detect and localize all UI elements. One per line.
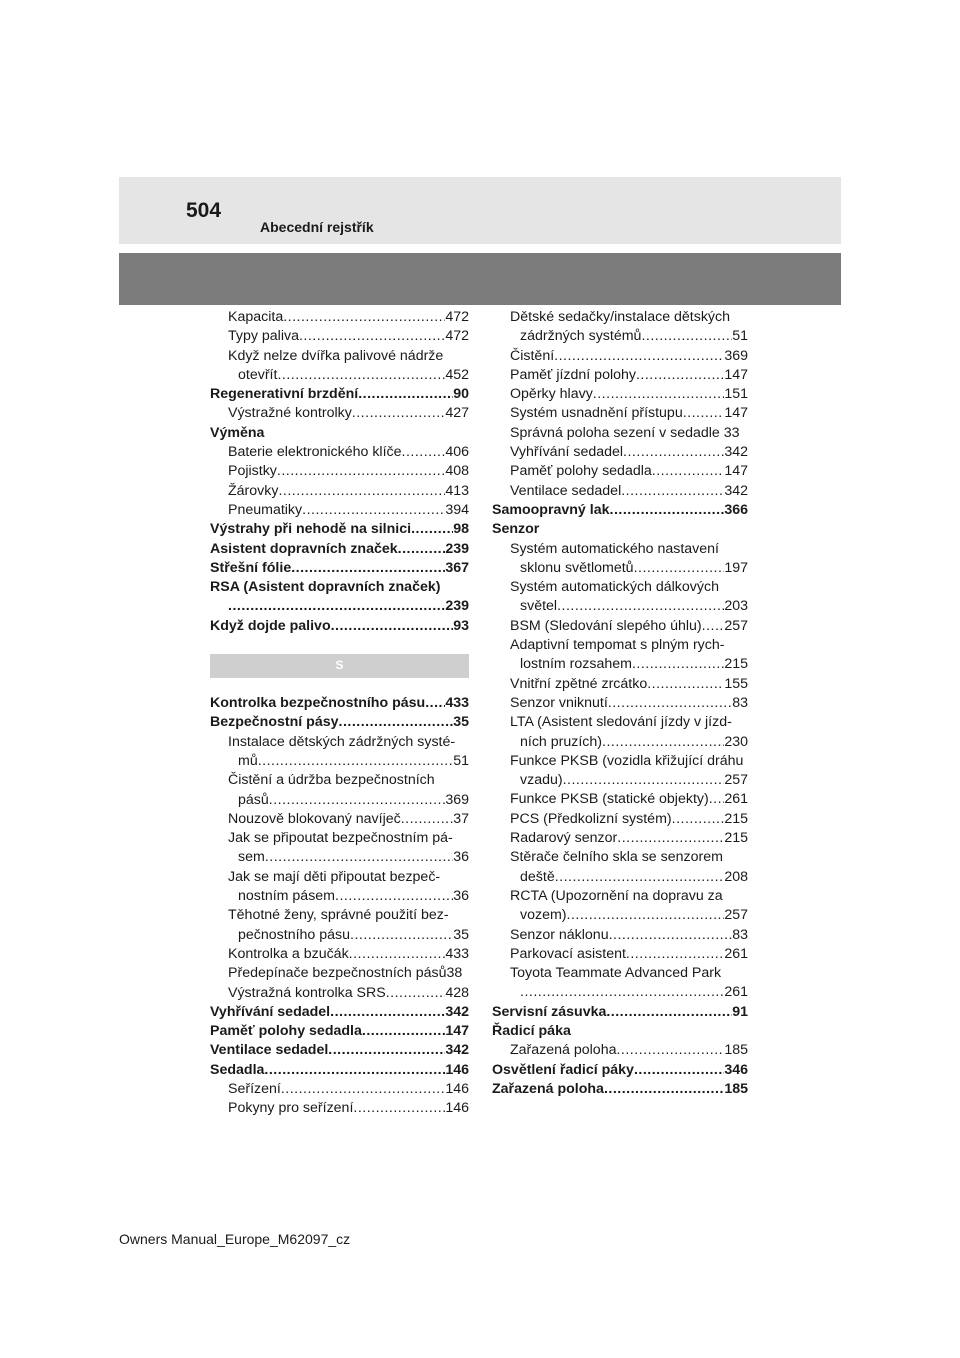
dot-leader — [567, 906, 725, 925]
dot-leader — [621, 482, 724, 501]
entry-text: Servisní zásuvka — [492, 1003, 607, 1020]
entry-page: 342 — [724, 444, 748, 461]
footer-text: Owners Manual_Europe_M62097_cz — [119, 1231, 351, 1247]
index-list-right — [492, 308, 748, 1099]
index-entry: Systém automatických dálkových — [510, 579, 719, 596]
index-entry: Instalace dětských zádržných systé- — [228, 733, 456, 750]
index-entry — [492, 771, 748, 790]
index-entry: LTA (Asistent sledování jízdy v jízd- — [510, 714, 732, 731]
index-entry — [492, 906, 748, 925]
entry-page: 35 — [453, 926, 469, 943]
entry-page: 413 — [445, 482, 469, 499]
entry-page: 35 — [453, 714, 469, 731]
index-entry — [492, 347, 748, 366]
entry-page: 472 — [445, 309, 469, 325]
entry-text: sem — [238, 849, 265, 866]
entry-text: Senzor vniknutí — [510, 694, 608, 711]
dot-leader — [269, 791, 446, 810]
entry-page: 452 — [445, 366, 469, 383]
index-entry — [492, 1061, 748, 1080]
index-entry — [210, 482, 469, 501]
section-title: Abecední rejstřík — [260, 219, 374, 235]
entry-text: Ventilace sedadel — [210, 1042, 329, 1059]
entry-page: 369 — [445, 791, 469, 808]
index-entry: Čistění a údržba bezpečnostních — [228, 772, 435, 789]
index-entry — [492, 655, 748, 674]
entry-page: 98 — [453, 521, 469, 538]
dot-leader — [350, 926, 453, 945]
entry-page: 83 — [732, 694, 748, 711]
index-entry: Jak se mají děti připoutat bezpeč- — [228, 868, 441, 885]
entry-page: 346 — [724, 1061, 748, 1078]
entry-text: Kontrolka bezpečnostního pásu — [210, 695, 426, 712]
index-entry: Těhotné ženy, správné použití bez- — [228, 907, 449, 924]
entry-page: 472 — [445, 328, 469, 345]
entry-text: Když dojde palivo — [210, 617, 331, 634]
index-entry — [492, 404, 748, 423]
dot-leader — [339, 713, 454, 732]
entry-text: Zařazená poloha — [510, 1042, 617, 1059]
entry-page: 215 — [724, 830, 748, 847]
entry-page: 155 — [724, 675, 748, 692]
dot-leader — [398, 540, 446, 559]
dot-leader — [647, 675, 724, 694]
index-entry — [210, 984, 469, 1003]
dot-leader — [402, 443, 446, 462]
index-entry: Senzor — [492, 521, 540, 538]
index-entry — [210, 462, 469, 481]
entry-text: pásů — [238, 791, 269, 808]
entry-text: Paměť jízdní polohy — [510, 366, 636, 383]
entry-text: vozem) — [520, 907, 567, 924]
dot-leader — [335, 887, 453, 906]
entry-page: 261 — [724, 945, 748, 962]
entry-page: 239 — [445, 540, 469, 557]
entry-page: 147 — [724, 463, 748, 480]
dot-leader — [299, 327, 445, 346]
entry-page: 146 — [445, 1080, 469, 1097]
index-entry — [492, 733, 748, 752]
entry-text: ních pruzích) — [520, 733, 603, 750]
index-entry — [492, 926, 748, 945]
entry-page: 230 — [724, 733, 748, 750]
dot-leader — [411, 520, 453, 539]
index-entry — [210, 1061, 469, 1080]
index-entry — [492, 790, 748, 809]
entry-page: 369 — [724, 347, 748, 364]
entry-text: Ventilace sedadel — [510, 482, 622, 499]
index-entry — [492, 617, 748, 636]
entry-page: 342 — [724, 482, 748, 499]
entry-text: sklonu světlometů — [520, 559, 634, 576]
index-entry: Výměna — [210, 424, 265, 441]
index-entry — [210, 694, 469, 713]
dot-leader — [554, 347, 724, 366]
dot-leader — [401, 810, 454, 829]
dot-leader — [709, 790, 725, 809]
entry-text: Kontrolka a bzučák — [228, 945, 349, 962]
dot-leader — [425, 694, 445, 713]
dot-leader — [358, 385, 453, 404]
entry-page: 185 — [724, 1042, 748, 1059]
index-entry — [492, 462, 748, 481]
header-dark-band — [119, 253, 841, 305]
index-entry — [492, 597, 748, 616]
entry-page: 147 — [724, 366, 748, 383]
index-entry — [210, 810, 469, 829]
dot-leader — [264, 1061, 445, 1080]
entry-text: Seřízení — [228, 1080, 281, 1097]
header-top-band — [119, 177, 841, 244]
entry-page: 185 — [724, 1080, 748, 1097]
index-entry — [210, 443, 469, 462]
index-entry — [210, 385, 469, 404]
index-entry: Dětské sedačky/instalace dětských — [510, 309, 731, 325]
entry-text: Paměť polohy sedadla — [210, 1023, 362, 1040]
dot-leader — [291, 559, 445, 578]
entry-page: 51 — [453, 752, 469, 769]
dot-leader — [258, 752, 454, 771]
index-entry — [210, 926, 469, 945]
index-entry — [210, 404, 469, 423]
entry-page: 203 — [724, 598, 748, 615]
dot-leader — [641, 327, 732, 346]
entry-text: lostním rozsahem — [520, 656, 632, 673]
entry-page: 261 — [724, 791, 748, 808]
index-entry — [492, 945, 748, 964]
section-letter-bar — [210, 654, 469, 678]
entry-text: Pokyny pro seřízení — [228, 1100, 354, 1117]
dot-leader — [353, 1099, 445, 1118]
dot-leader — [278, 482, 445, 501]
entry-page: 90 — [453, 386, 469, 403]
index-entry: Stěrače čelního skla se senzorem — [510, 849, 723, 866]
entry-page: 367 — [445, 559, 469, 576]
dot-leader — [609, 926, 733, 945]
entry-text: nostním pásem — [238, 888, 335, 905]
entry-text: vzadu) — [520, 772, 563, 789]
index-entry — [210, 617, 469, 636]
entry-page: 342 — [445, 1042, 469, 1059]
dot-leader — [277, 366, 445, 385]
index-entry — [210, 1099, 469, 1118]
dot-leader — [626, 945, 724, 964]
index-entry — [492, 482, 748, 501]
index-entry — [492, 366, 748, 385]
entry-page: 257 — [724, 617, 748, 634]
index-entry — [210, 520, 469, 539]
entry-page: 394 — [445, 501, 469, 518]
index-entry — [210, 540, 469, 559]
dot-leader — [281, 1080, 445, 1099]
entry-page: 147 — [724, 405, 748, 422]
dot-leader — [602, 733, 724, 752]
index-entry: Když nelze dvířka palivové nádrže — [228, 347, 444, 364]
entry-text: světel — [520, 598, 558, 615]
index-entry — [492, 983, 748, 1002]
index-entry — [492, 443, 748, 462]
entry-page: 428 — [445, 984, 469, 1001]
entry-page: 433 — [445, 945, 469, 962]
dot-leader — [277, 462, 445, 481]
entry-page: 261 — [724, 984, 748, 1001]
entry-text: BSM (Sledování slepého úhlu) — [510, 617, 702, 634]
entry-text: mů — [238, 752, 258, 769]
entry-page: 147 — [445, 1023, 469, 1040]
index-entry — [210, 501, 469, 520]
dot-leader — [606, 1003, 732, 1022]
entry-page: 427 — [445, 405, 469, 422]
index-entry — [492, 868, 748, 887]
entry-text: Regenerativní brzdění — [210, 386, 359, 403]
entry-page: 215 — [724, 656, 748, 673]
entry-text: Bezpečnostní pásy — [210, 714, 339, 731]
index-column-left — [210, 308, 469, 1119]
entry-text: pečnostního pásu — [238, 926, 351, 943]
dot-leader — [386, 984, 446, 1003]
dot-leader — [652, 462, 725, 481]
entry-text: Asistent dopravních značek — [210, 540, 398, 557]
entry-text: Nouzově blokovaný navíječ — [228, 810, 401, 827]
index-entry — [210, 366, 469, 385]
index-entry: Správná poloha sezení v sedadle 33 — [510, 424, 740, 441]
dot-leader — [302, 501, 445, 520]
index-column-right — [492, 308, 748, 1099]
entry-page: 93 — [453, 617, 469, 634]
entry-page: 257 — [724, 772, 748, 789]
entry-text: Zařazená poloha — [492, 1080, 604, 1097]
entry-text: zádržných systémů — [520, 328, 642, 345]
index-entry — [210, 559, 469, 578]
entry-page: 197 — [724, 559, 748, 576]
entry-text: Výstražná kontrolka SRS — [228, 984, 386, 1001]
index-entry — [210, 327, 469, 346]
index-entry — [492, 1080, 748, 1099]
dot-leader — [636, 366, 724, 385]
dot-leader — [672, 810, 725, 829]
entry-page: 151 — [724, 386, 748, 403]
dot-leader — [610, 501, 725, 520]
entry-page: 366 — [724, 501, 748, 518]
dot-leader — [634, 1061, 724, 1080]
entry-text: Výstrahy při nehodě na silnici — [210, 521, 412, 538]
entry-page: 215 — [724, 810, 748, 827]
entry-page: 51 — [732, 328, 748, 345]
dot-leader — [634, 559, 725, 578]
page-number: 504 — [186, 199, 222, 222]
index-entry — [210, 945, 469, 964]
index-entry — [210, 791, 469, 810]
entry-page: 36 — [453, 849, 469, 866]
dot-leader — [608, 694, 732, 713]
entry-text: Kapacita — [228, 309, 284, 325]
index-list-left-s — [210, 694, 469, 1119]
entry-text: Střešní fólie — [210, 559, 292, 576]
entry-page: 208 — [724, 868, 748, 885]
index-entry — [492, 327, 748, 346]
dot-leader — [330, 1003, 445, 1022]
index-entry — [210, 713, 469, 732]
entry-text: Paměť polohy sedadla — [510, 463, 652, 480]
dot-leader — [557, 597, 724, 616]
entry-text: Vyhřívání sedadel — [210, 1003, 331, 1020]
index-entry: Předepínače bezpečnostních pásů38 — [228, 965, 463, 982]
dot-leader — [616, 1041, 724, 1060]
index-entry — [210, 308, 469, 327]
index-entry — [492, 501, 748, 520]
entry-text: deště — [520, 868, 555, 885]
index-entry — [210, 848, 469, 867]
entry-text: Osvětlení řadicí páky — [492, 1061, 634, 1078]
entry-text: Baterie elektronického klíče — [228, 444, 402, 461]
dot-leader — [265, 848, 453, 867]
entry-text: otevřít — [238, 366, 278, 383]
index-entry — [492, 559, 748, 578]
dot-leader — [228, 597, 445, 616]
dot-leader — [604, 1080, 724, 1099]
entry-page: 37 — [453, 810, 469, 827]
dot-leader — [563, 771, 725, 790]
entry-text: Pojistky — [228, 463, 277, 480]
dot-leader — [283, 308, 445, 327]
dot-leader — [623, 443, 724, 462]
dot-leader — [593, 385, 725, 404]
index-entry: Řadicí páka — [492, 1022, 571, 1039]
entry-page: 146 — [445, 1100, 469, 1117]
dot-leader — [352, 404, 446, 423]
dot-leader — [632, 655, 724, 674]
entry-text: Vyhřívání sedadel — [510, 444, 624, 461]
entry-text: Sedadla — [210, 1061, 265, 1078]
entry-text: Funkce PKSB (statické objekty) — [510, 791, 709, 808]
dot-leader — [331, 617, 454, 636]
index-entry — [492, 829, 748, 848]
dot-leader — [520, 983, 724, 1002]
entry-text: Vnitřní zpětné zrcátko — [510, 675, 648, 692]
entry-text: Parkovací asistent — [510, 945, 626, 962]
dot-leader — [702, 617, 725, 636]
entry-text: Opěrky hlavy — [510, 386, 593, 403]
entry-page: 342 — [445, 1003, 469, 1020]
entry-page: 406 — [445, 444, 469, 461]
entry-page: 408 — [445, 463, 469, 480]
entry-text: Senzor náklonu — [510, 926, 609, 943]
entry-text: Žárovky — [228, 482, 279, 499]
index-entry: Toyota Teammate Advanced Park — [510, 965, 722, 982]
index-entry: RCTA (Upozornění na dopravu za — [510, 887, 723, 904]
entry-page: 91 — [732, 1003, 748, 1020]
index-list-left-top — [210, 308, 469, 636]
entry-page: 239 — [445, 598, 469, 615]
index-entry — [210, 1080, 469, 1099]
entry-text: Typy paliva — [228, 328, 299, 345]
index-entry — [210, 1022, 469, 1041]
entry-page: 257 — [724, 907, 748, 924]
index-entry: Systém automatického nastavení — [510, 540, 719, 557]
entry-page: 146 — [445, 1061, 469, 1078]
index-entry: Adaptivní tempomat s plným rych- — [510, 637, 725, 654]
index-entry — [210, 1003, 469, 1022]
index-entry — [210, 597, 469, 616]
index-entry: Jak se připoutat bezpečnostním pá- — [228, 830, 453, 847]
entry-text: Výstražné kontrolky — [228, 405, 352, 422]
entry-text: Pneumatiky — [228, 501, 303, 518]
dot-leader — [362, 1022, 445, 1041]
entry-text: Čistění — [510, 347, 555, 364]
index-entry — [492, 675, 748, 694]
index-entry — [492, 385, 748, 404]
index-entry — [492, 810, 748, 829]
entry-page: 433 — [445, 695, 469, 712]
index-entry — [210, 1041, 469, 1060]
dot-leader — [617, 829, 724, 848]
index-entry — [210, 887, 469, 906]
entry-page: 36 — [453, 888, 469, 905]
entry-text: Samoopravný lak — [492, 501, 610, 518]
entry-text: PCS (Předkolizní systém) — [510, 810, 672, 827]
index-entry — [492, 1003, 748, 1022]
entry-text: Radarový senzor — [510, 830, 618, 847]
index-entry — [492, 694, 748, 713]
index-entry — [492, 1041, 748, 1060]
index-entry: RSA (Asistent dopravních značek) — [210, 579, 441, 596]
entry-text: Systém usnadnění přístupu — [510, 405, 683, 422]
entry-page: 83 — [732, 926, 748, 943]
index-entry — [210, 752, 469, 771]
dot-leader — [683, 404, 725, 423]
section-letter: S — [335, 658, 344, 673]
dot-leader — [349, 945, 446, 964]
dot-leader — [328, 1041, 445, 1060]
index-entry: Funkce PKSB (vozidla křižující dráhu — [510, 752, 744, 769]
dot-leader — [555, 868, 725, 887]
